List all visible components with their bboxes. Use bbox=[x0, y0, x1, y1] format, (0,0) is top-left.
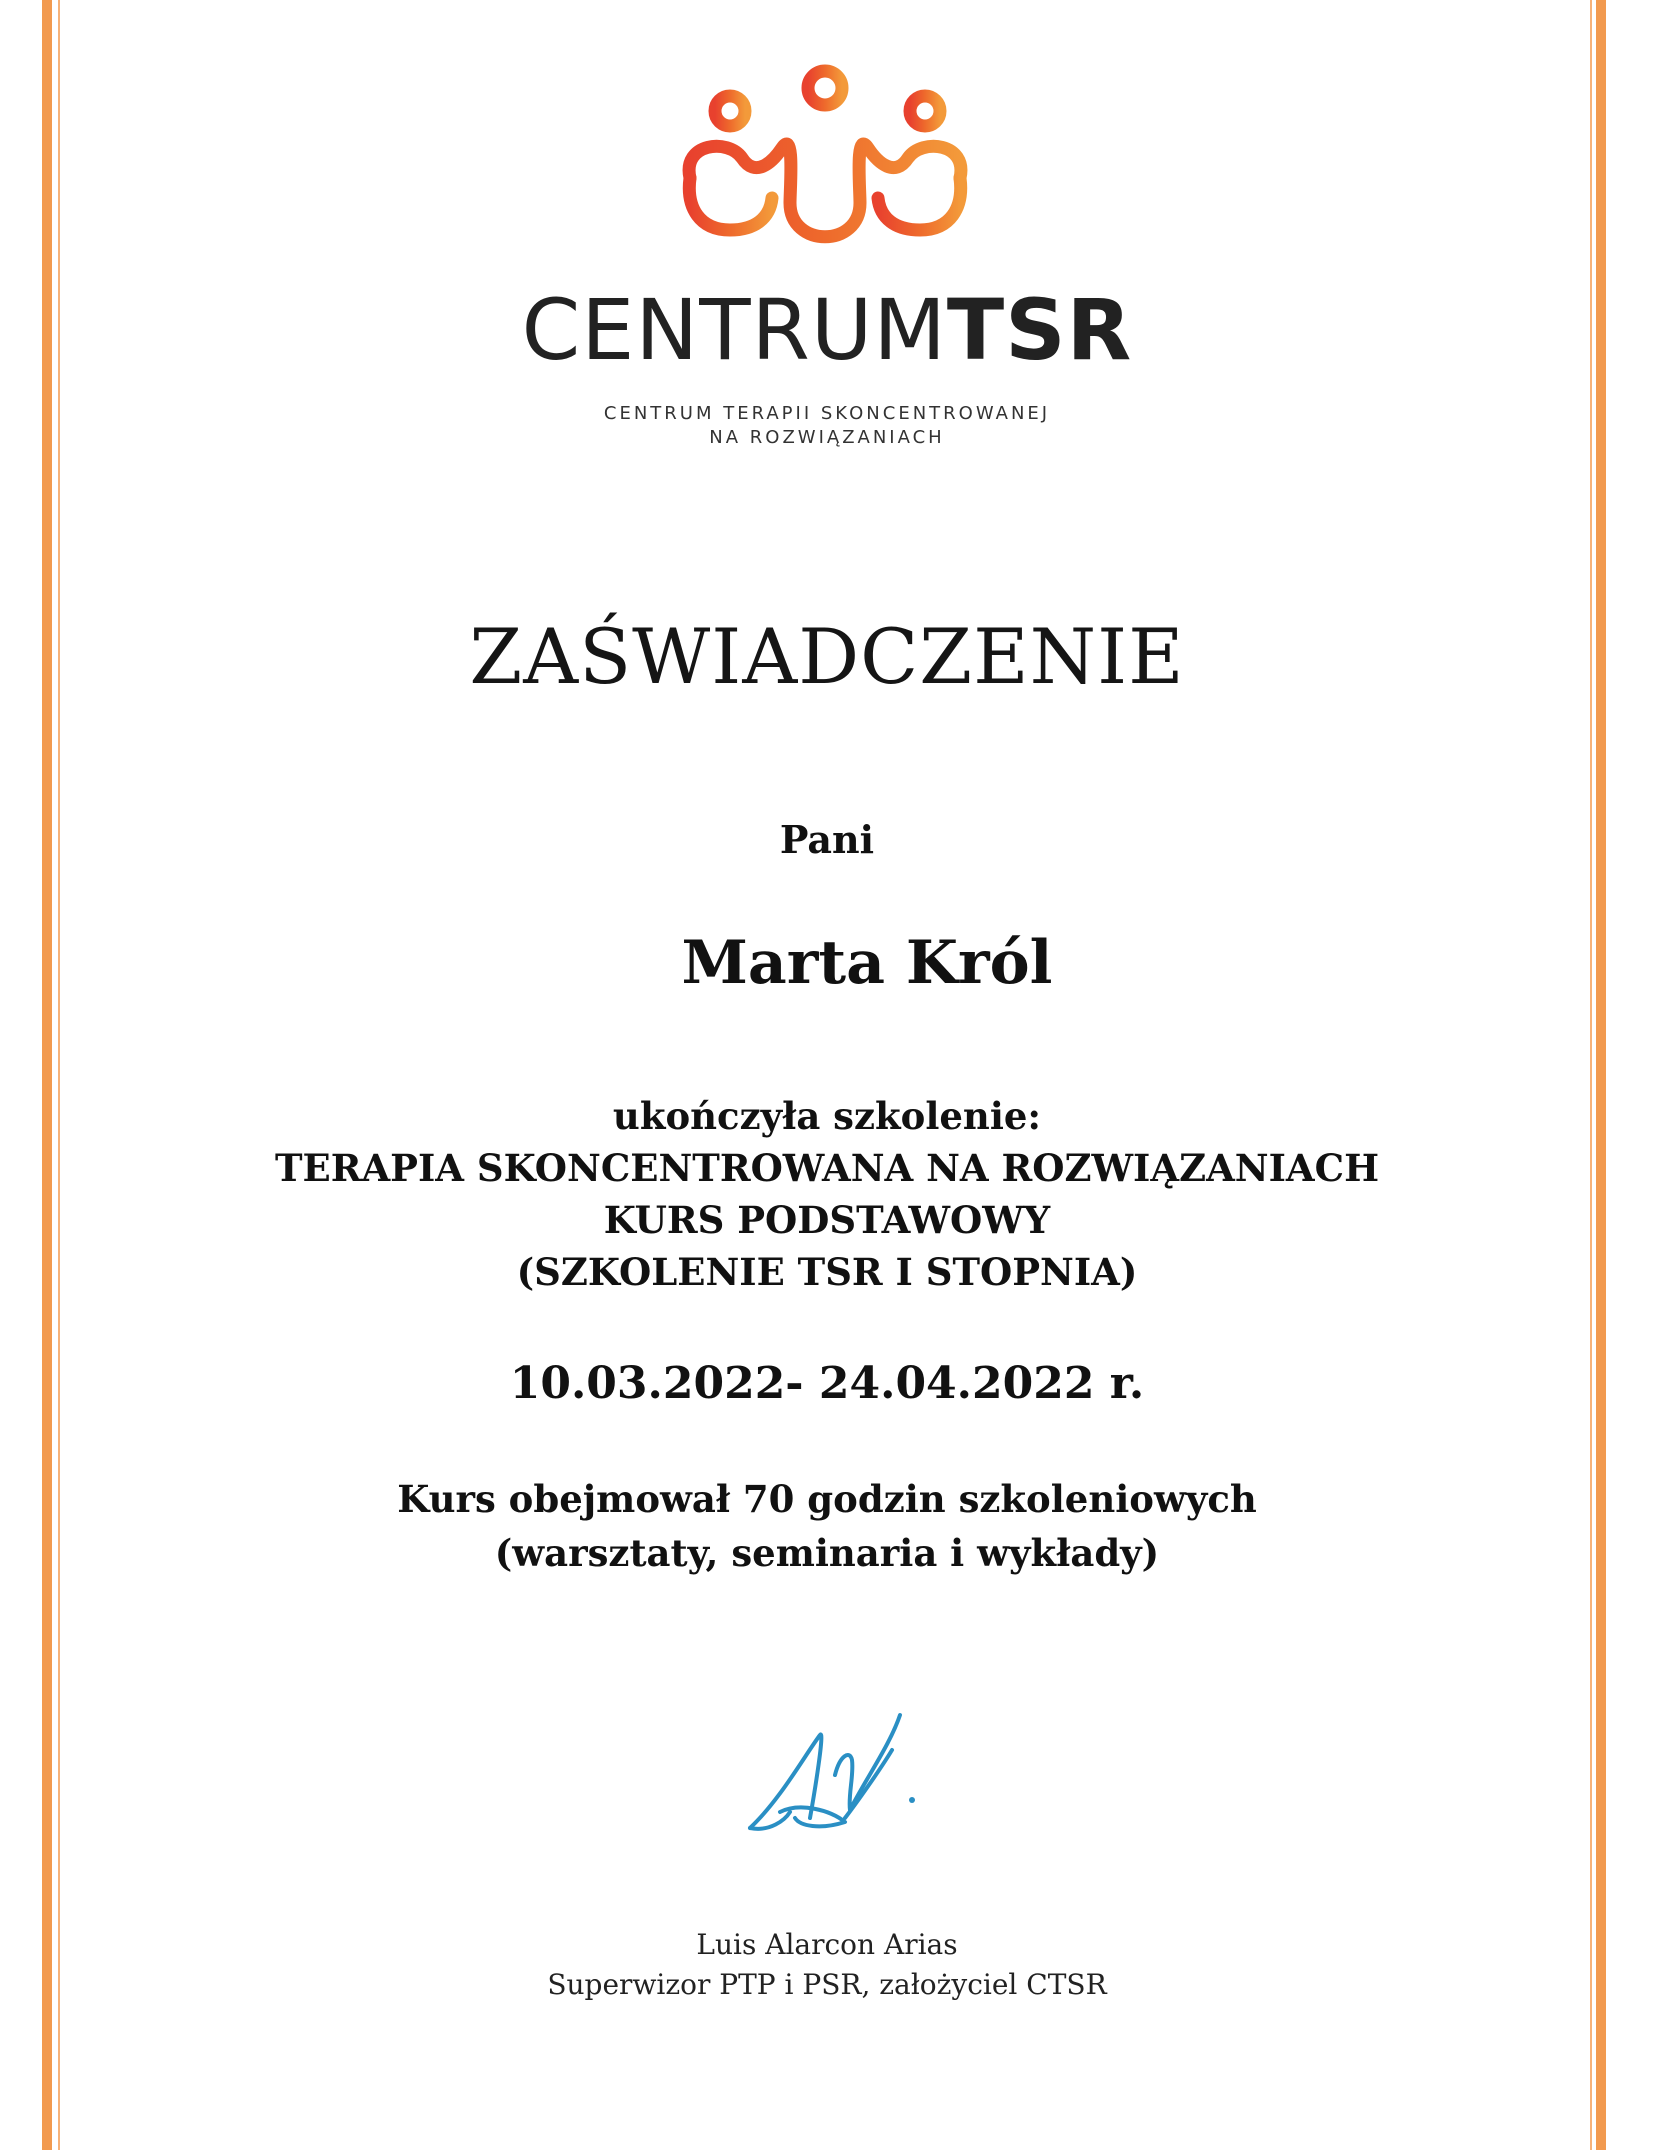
three-people-icon bbox=[660, 58, 990, 258]
brand-regular: CENTRUM bbox=[521, 281, 947, 379]
course-block bbox=[0, 1090, 1654, 1298]
signatory-name: Luis Alarcon Arias bbox=[696, 1928, 958, 1961]
signatory-block bbox=[0, 1925, 1654, 2005]
hours-block bbox=[0, 1472, 1654, 1580]
salutation: Pani bbox=[779, 817, 875, 862]
brand-subtitle-line1: CENTRUM TERAPII SKONCENTROWANEJ bbox=[603, 403, 1051, 424]
course-line3: (SZKOLENIE TSR I STOPNIA) bbox=[516, 1250, 1138, 1294]
brand-subtitle-line2: NA ROZWIĄZANIACH bbox=[709, 427, 945, 448]
course-line1: TERAPIA SKONCENTROWANA NA ROZWIĄZANIACH bbox=[274, 1146, 1380, 1190]
signatory-role: Superwizor PTP i PSR, założyciel CTSR bbox=[547, 1968, 1107, 2001]
brand-bold: TSR bbox=[946, 281, 1133, 379]
completed-label: ukończyła szkolenie: bbox=[612, 1094, 1042, 1138]
hours-line2: (warsztaty, seminaria i wykłady) bbox=[494, 1531, 1160, 1575]
brand-wordmark bbox=[0, 280, 1654, 380]
hours-line1: Kurs obejmował 70 godzin szkoleniowych bbox=[397, 1477, 1257, 1521]
course-dates: 10.03.2022- 24.04.2022 r. bbox=[509, 1358, 1145, 1409]
certificate-title: ZAŚWIADCZENIE bbox=[469, 612, 1185, 701]
signature-image bbox=[740, 1700, 950, 1850]
course-line2: KURS PODSTAWOWY bbox=[603, 1198, 1051, 1242]
recipient-name: Marta Król bbox=[681, 928, 1053, 998]
brand-subtitle bbox=[0, 402, 1654, 450]
